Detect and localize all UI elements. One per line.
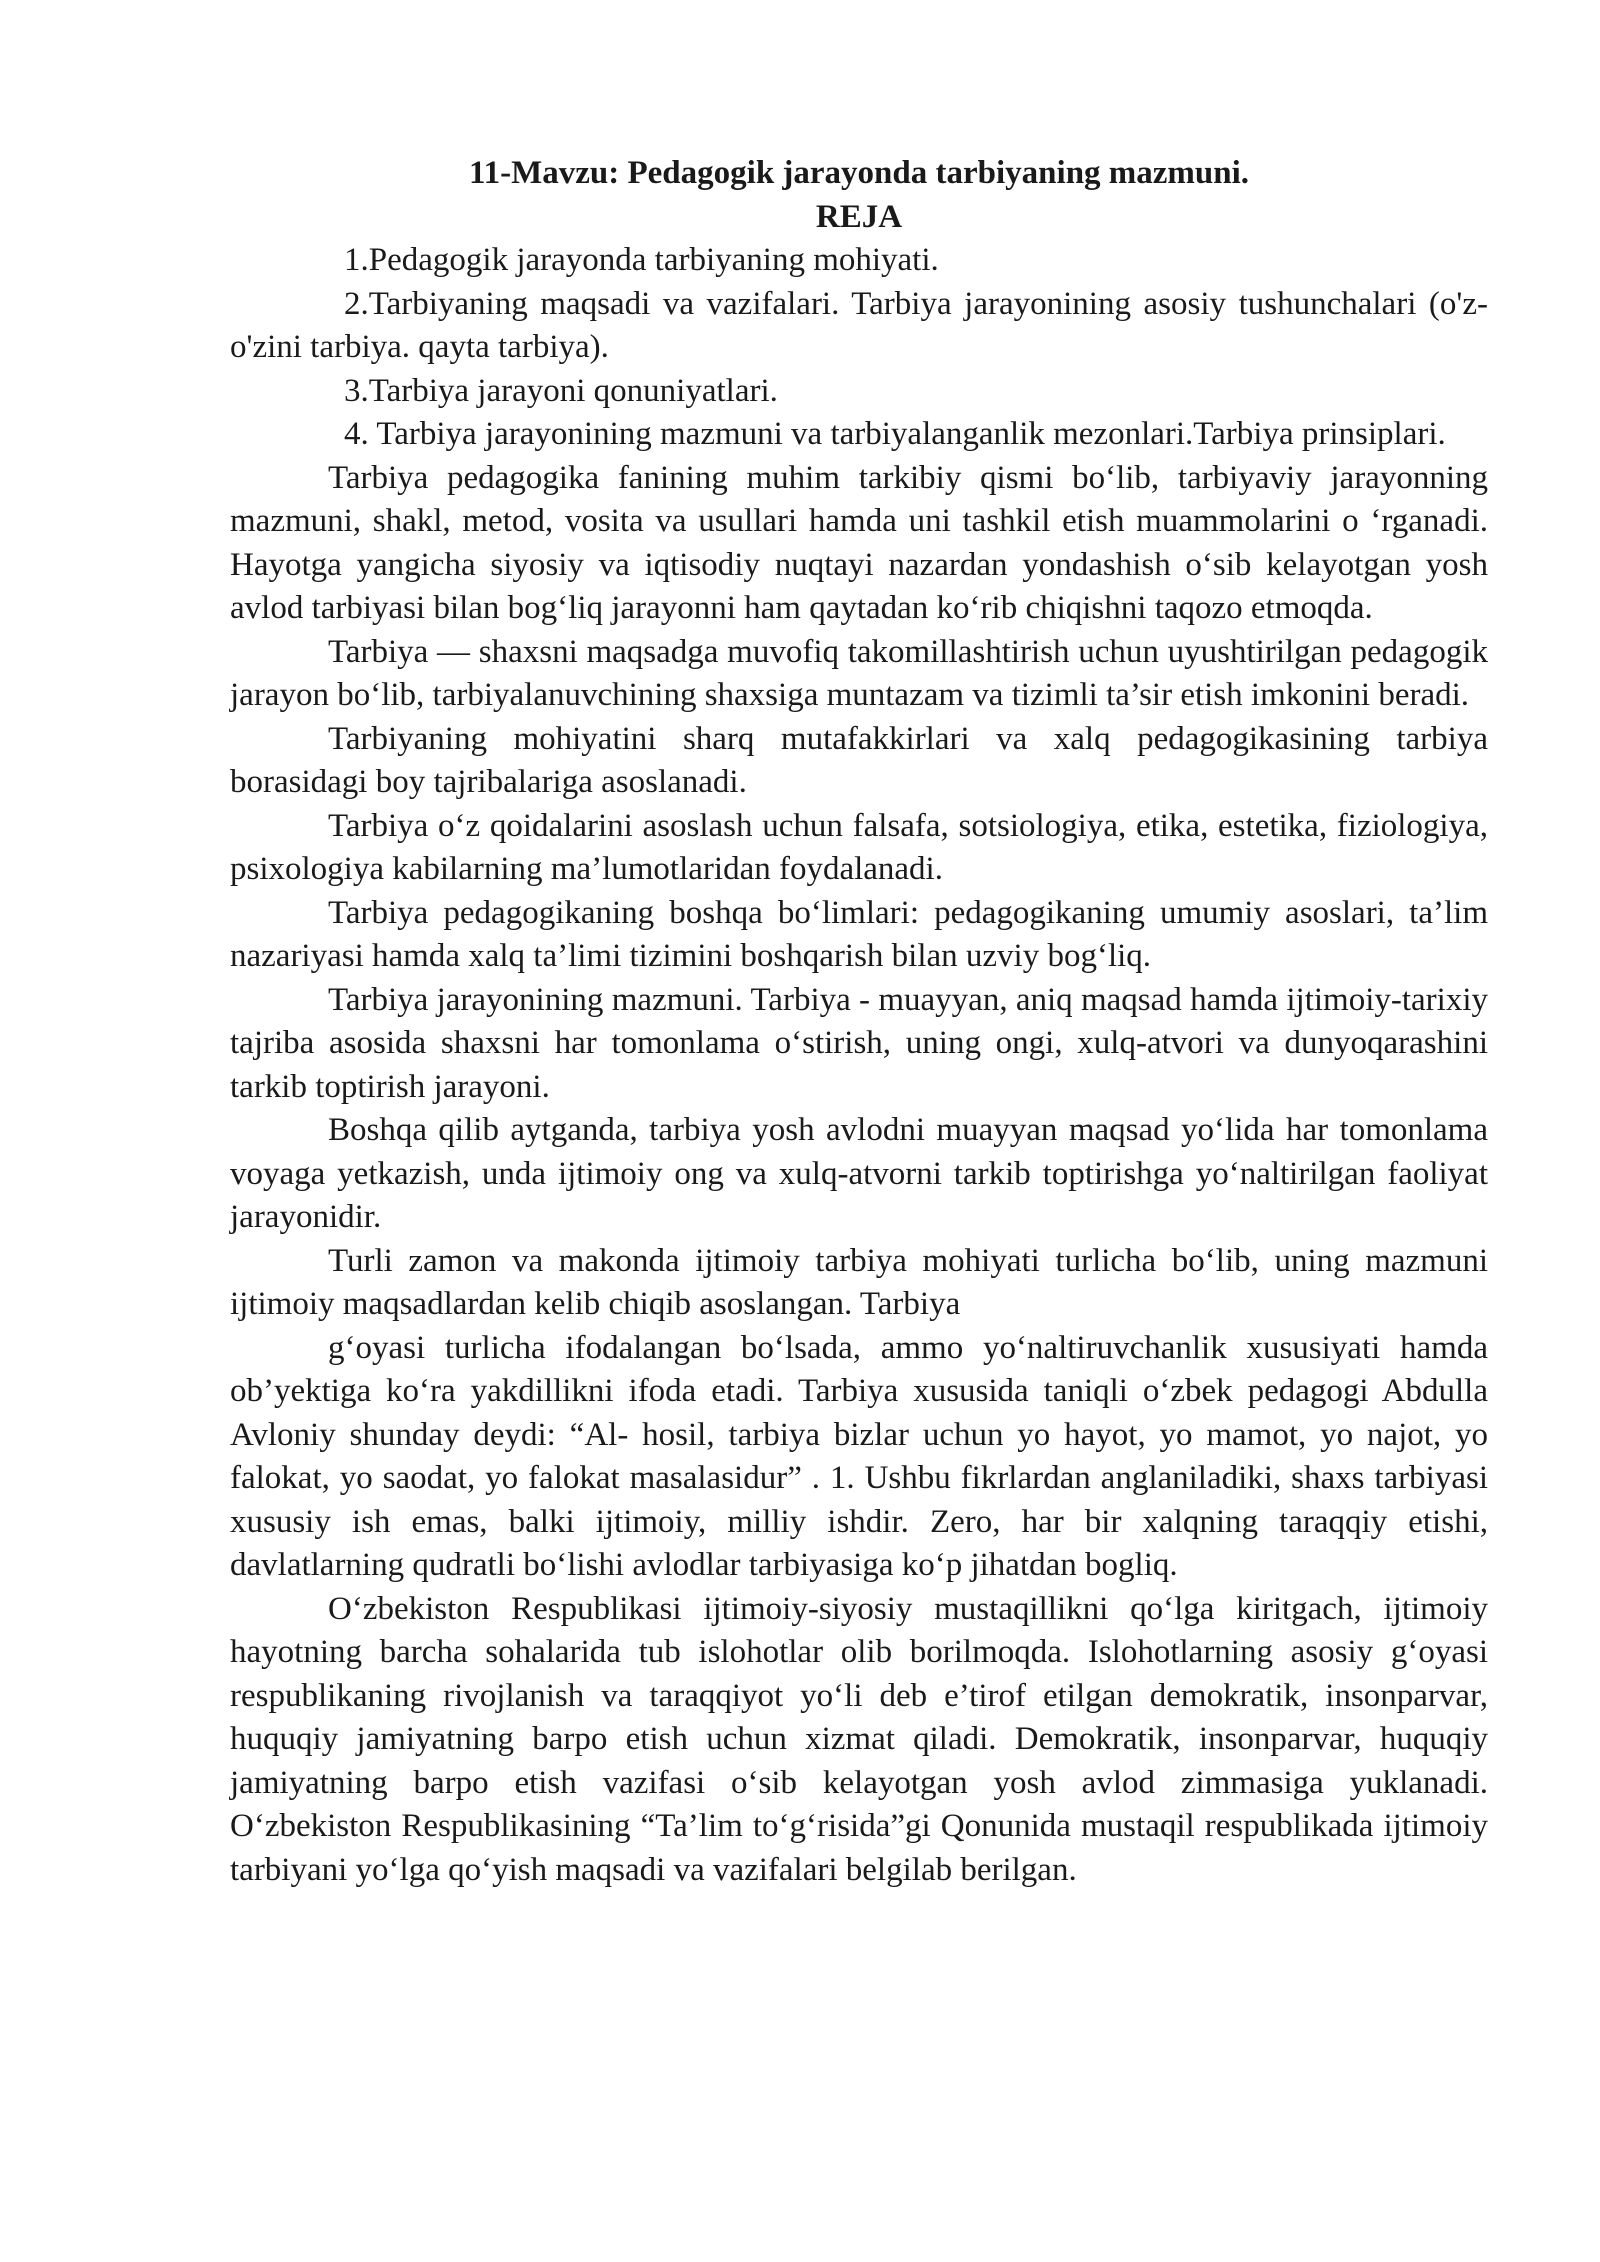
plan-item: 4. Tarbiya jarayonining mazmuni va tarbiyalanganlik mezonlari.Tarbiya prinsiplari. xyxy=(344,416,1446,452)
body-paragraph: Tarbiya o‘z qoidalarini asoslash uchun falsafa, sotsiologiya, etika, estetika, fiziologiya, psixologiya kabilarning ma’lumotlaridan foydalanadi. xyxy=(230,807,1488,887)
body-paragraph: Turli zamon va makonda ijtimoiy tarbiya mohiyati turlicha bo‘lib, uning mazmuni ijtimoiy maqsadlardan kelib chiqib asoslangan. Tarbiya xyxy=(230,1242,1488,1322)
document-title: 11-Mavzu: Pedagogik jarayonda tarbiyaning mazmuni. xyxy=(468,155,1250,191)
body-paragraph: Tarbiya jarayonining mazmuni. Tarbiya - muayyan, aniq maqsad hamda ijtimoiy-tarixiy tajriba asosida shaxsni har tomonlama o‘stirish, uning ongi, xulq-atvori va dunyoqarashini tarkib toptirish jarayoni. xyxy=(230,981,1488,1105)
document-page xyxy=(230,152,1488,1892)
plan-heading: REJA xyxy=(815,198,903,235)
body-paragraph: Tarbiyaning mohiyatini sharq mutafakkirlari va xalq pedagogikasining tarbiya borasidagi boy tajribalariga asoslanadi. xyxy=(230,720,1488,800)
plan-item: 2.Tarbiyaning maqsadi va vazifalari. Tarbiya jarayonining asosiy tushunchalari (o'z-o'zini tarbiya. qayta tarbiya). xyxy=(230,285,1488,365)
plan-item: 3.Tarbiya jarayoni qonuniyatlari. xyxy=(344,372,778,409)
body-paragraph: Tarbiya pedagogika fanining muhim tarkibiy qismi bo‘lib, tarbiyaviy jarayonning mazmuni, shakl, metod, vosita va usullari hamda uni tashkil etish muammolarini o ‘rganadi. Hayotga yangicha siyosiy va iqtisodiy nuqtayi nazardan yondashish o‘sib kelayotgan yosh avlod tarbiyasi bilan bog‘liq jarayonni ham qaytadan ko‘rib chiqishni taqozo etmoqda. xyxy=(230,459,1488,626)
body-paragraph: g‘oyasi turlicha ifodalangan bo‘lsada, ammo yo‘naltiruvchanlik xususiyati hamda ob’yektiga ko‘ra yakdillikni ifoda etadi. Tarbiya xususida taniqli o‘zbek pedagogi Abdulla Avloniy shunday deydi: “Al- hosil, tarbiya bizlar uchun yo hayot, yo mamot, yo najot, yo falokat, yo saodat, yo falokat masalasidur” . 1. Ushbu fikrlardan anglaniladiki, shaxs tarbiyasi xususiy ish emas, balki ijtimoiy, milliy ishdir. Zero, har bir xalqning taraqqiy etishi, davlatlarning qudratli bo‘lishi avlodlar tarbiyasiga ko‘p jihatdan bogliq. xyxy=(230,1329,1488,1583)
body-paragraph: O‘zbekiston Respublikasi ijtimoiy-siyosiy mustaqillikni qo‘lga kiritgach, ijtimoiy hayotning barcha sohalarida tub islohotlar olib borilmoqda. Islohotlarning asosiy g‘oyasi respublikaning rivojlanish va taraqqiyot yo‘li deb e’tirof etilgan demokratik, insonparvar, huquqiy jamiyatning barpo etish uchun xizmat qiladi. Demokratik, insonparvar, huquqiy jamiyatning barpo etish vazifasi o‘sib kelayotgan yosh avlod zimmasiga yuklanadi. O‘zbekiston Respublikasining “Ta’lim to‘g‘risida”gi Qonunida mustaqil respublikada ijtimoiy tarbiyani yo‘lga qo‘yish maqsadi va vazifalari belgilab berilgan. xyxy=(230,1590,1488,1888)
plan-item: 1.Pedagogik jarayonda tarbiyaning mohiyati. xyxy=(344,242,939,278)
body-paragraph: Boshqa qilib aytganda, tarbiya yosh avlodni muayyan maqsad yo‘lida har tomonlama voyaga yetkazish, unda ijtimoiy ong va xulq-atvorni tarkib toptirishga yo‘naltirilgan faoliyat jarayonidir. xyxy=(230,1112,1488,1235)
body-paragraph: Tarbiya — shaxsni maqsadga muvofiq takomillashtirish uchun uyushtirilgan pedagogik jarayon bo‘lib, tarbiyalanuvchining shaxsiga muntazam va tizimli ta’sir etish imkonini beradi. xyxy=(230,633,1488,713)
body-paragraph: Tarbiya pedagogikaning boshqa bo‘limlari: pedagogikaning umumiy asoslari, ta’lim nazariyasi hamda xalq ta’limi tizimini boshqarish bilan uzviy bog‘liq. xyxy=(230,894,1488,974)
